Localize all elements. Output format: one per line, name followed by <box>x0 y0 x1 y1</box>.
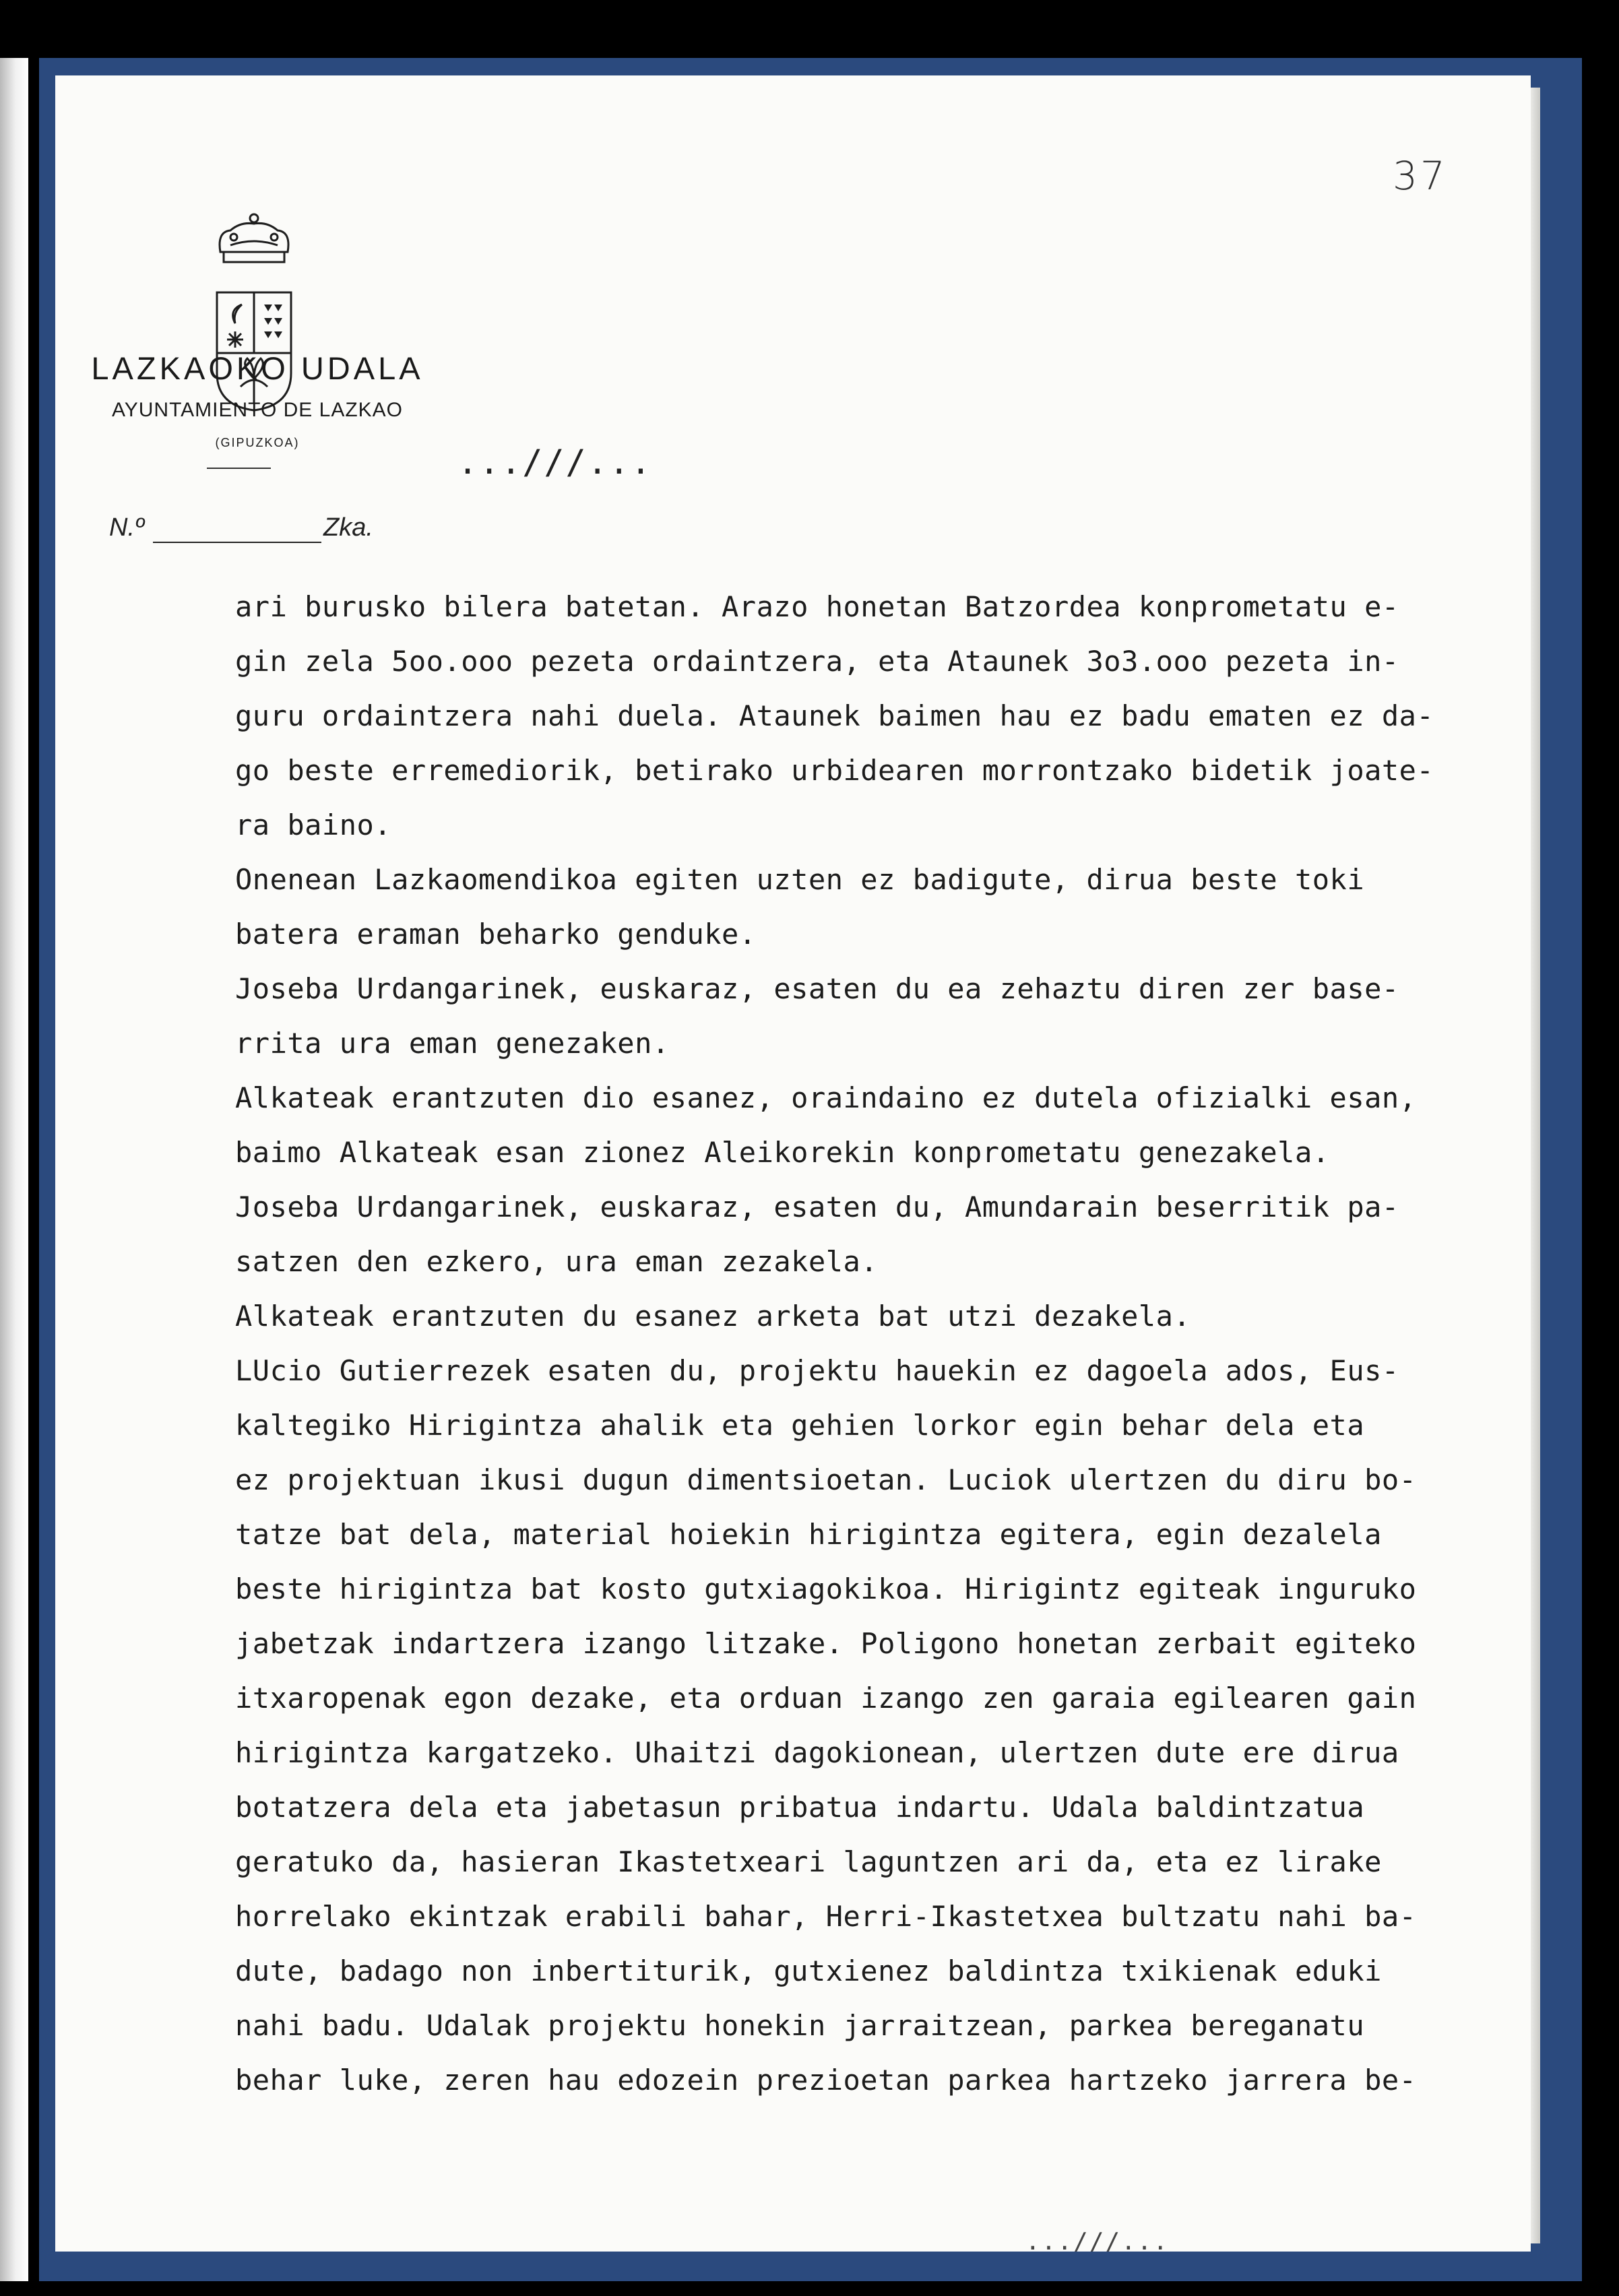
text-line: beste hirigintza bat kosto gutxiagokikoa. Hirigintz egiteak inguruko <box>235 1572 1417 1605</box>
footer-continuation-mark: ...///... <box>1025 2228 1170 2252</box>
text-line: Joseba Urdangarinek, euskaraz, esaten du ea zehaztu diren zer base- <box>235 972 1399 1005</box>
text-line: itxaropenak egon dezake, eta orduan izango zen garaia egilearen gain <box>235 1682 1417 1715</box>
text-line: ez projektuan ikusi dugun dimentsioetan. Luciok ulertzen du diru bo- <box>235 1463 1417 1496</box>
text-line: rrita ura eman genezaken. <box>235 1027 670 1060</box>
page-number: 37 <box>1393 153 1448 199</box>
text-line: ari burusko bilera batetan. Arazo honetan Batzordea konprometatu e- <box>235 590 1399 623</box>
minutes-body-text <box>235 579 1529 2107</box>
facing-page-edge <box>0 58 28 2281</box>
text-line: batera eraman beharko genduke. <box>235 918 757 951</box>
organization-region: (GIPUZKOA) <box>215 436 300 449</box>
reference-number-label: N.º <box>109 513 144 542</box>
header-divider <box>207 468 271 469</box>
text-line: jabetzak indartzera izango litzake. Poligono honetan zerbait egiteko <box>235 1627 1417 1660</box>
continuation-mark: ...///... <box>457 443 652 482</box>
text-line: behar luke, zeren hau edozein prezioetan parkea hartzeko jarrera be- <box>235 2064 1417 2097</box>
page-stack-edge <box>1531 88 1540 2243</box>
text-line: guru ordaintzera nahi duela. Ataunek baimen hau ez badu ematen ez da- <box>235 699 1434 732</box>
text-line: nahi badu. Udalak projektu honekin jarraitzean, parkea bereganatu <box>235 2009 1365 2042</box>
organization-subtitle: AYUNTAMIENTO DE LAZKAO <box>111 399 404 421</box>
text-line: go beste erremediorik, betirako urbidearen morrontzako bidetik joate- <box>235 754 1434 787</box>
text-line: satzen den ezkero, ura eman zezakela. <box>235 1245 879 1278</box>
text-line: Alkateak erantzuten du esanez arketa bat utzi dezakela. <box>235 1300 1191 1333</box>
text-line: LUcio Gutierrezek esaten du, projektu hauekin ez dagoela ados, Eus- <box>235 1354 1399 1387</box>
text-line: horrelako ekintzak erabili bahar, Herri-Ikastetxea bultzatu nahi ba- <box>235 1900 1417 1933</box>
text-line: ra baino. <box>235 808 392 841</box>
text-line: dute, badago non inbertiturik, gutxienez baldintza txikienak eduki <box>235 1954 1382 1987</box>
text-line: Alkateak erantzuten dio esanez, oraindaino ez dutela ofizialki esan, <box>235 1081 1417 1114</box>
text-line: geratuko da, hasieran Ikastetxeari laguntzen ari da, eta ez lirake <box>235 1845 1382 1878</box>
text-line: tatze bat dela, material hoiekin hirigintza egitera, egin dezalela <box>235 1518 1382 1551</box>
text-line: hirigintza kargatzeko. Uhaitzi dagokionean, ulertzen dute ere dirua <box>235 1736 1399 1769</box>
reference-number-line <box>153 542 321 543</box>
text-line: botatzera dela eta jabetasun pribatua indartu. Udala baldintzatua <box>235 1791 1365 1824</box>
text-line: gin zela 5oo.ooo pezeta ordaintzera, eta Ataunek 3o3.ooo pezeta in- <box>235 645 1399 678</box>
text-line: baimo Alkateak esan zionez Aleikorekin konprometatu genezakela. <box>235 1136 1330 1169</box>
document-page <box>55 75 1531 2252</box>
organization-name: LAZKAOKO UDALA <box>91 350 424 386</box>
reference-number-suffix: Zka. <box>323 513 373 542</box>
text-line: Joseba Urdangarinek, euskaraz, esaten du, Amundarain beserritik pa- <box>235 1190 1399 1223</box>
text-line: kaltegiko Hirigintza ahalik eta gehien lorkor egin behar dela eta <box>235 1409 1365 1442</box>
text-line: Onenean Lazkaomendikoa egiten uzten ez badigute, dirua beste toki <box>235 863 1365 896</box>
